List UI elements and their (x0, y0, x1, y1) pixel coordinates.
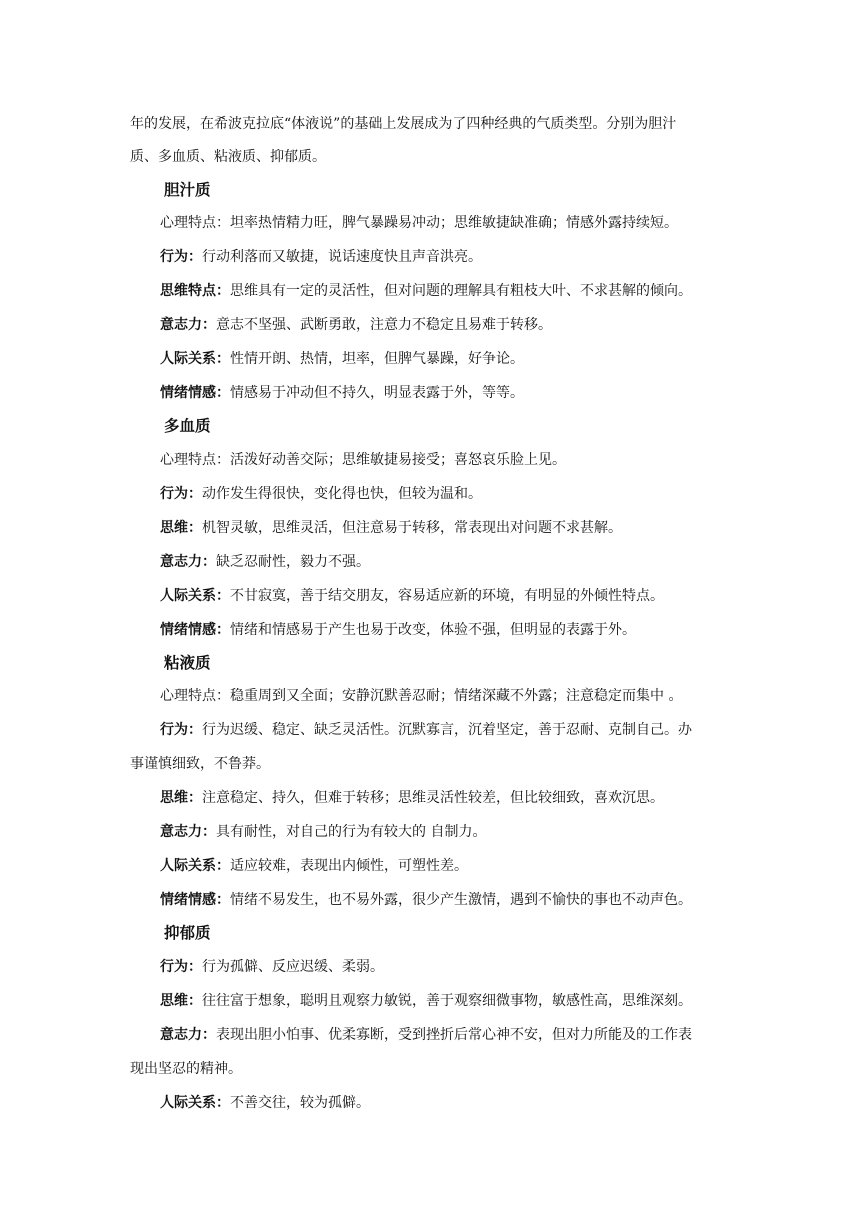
sanguine-emotion-label: 情绪情感： (160, 622, 230, 638)
sanguine-will-label: 意志力： (160, 554, 216, 570)
melancholic-thinking-label: 思维： (160, 993, 202, 1009)
melancholic-thinking (160, 994, 692, 1008)
choleric-thinking (160, 284, 692, 298)
melancholic-behavior-text: 行为孤僻、反应迟缓、柔弱。 (202, 959, 384, 975)
phlegmatic-emotion-text: 情绪不易发生，也不易外露，很少产生激情，遇到不愉快的事也不动声色。 (230, 892, 692, 908)
sanguine-behavior (160, 487, 482, 501)
phlegmatic-thinking-label: 思维： (160, 790, 202, 806)
sanguine-social-text: 不甘寂寞，善于结交朋友，容易适应新的环境，有明显的外倾性特点。 (230, 588, 664, 604)
sanguine-will (160, 555, 370, 569)
phlegmatic-emotion (160, 893, 692, 907)
choleric-psych: 心理特点：坦率热情精力旺，脾气暴躁易冲动；思维敏捷缺准确；情感外露持续短。 (160, 215, 678, 231)
choleric-emotion-text: 情感易于冲动但不持久，明显表露于外，等等。 (230, 385, 524, 401)
melancholic-social-label: 人际关系： (160, 1095, 230, 1111)
choleric-emotion-label: 情绪情感： (160, 385, 230, 401)
melancholic-will-label: 意志力： (160, 1027, 216, 1043)
heading-phlegmatic: 粘液质 (164, 654, 211, 672)
phlegmatic-thinking (160, 791, 664, 805)
phlegmatic-will-label: 意志力： (160, 824, 216, 840)
phlegmatic-psych: 心理特点：稳重周到又全面；安静沉默善忍耐；情绪深藏不外露；注意稳定而集中 。 (160, 688, 683, 704)
phlegmatic-behavior-line-2: 事谨慎细致，不鲁莽。 (130, 756, 270, 772)
sanguine-thinking (160, 521, 622, 535)
choleric-thinking-text: 思维具有一定的灵活性，但对问题的理解具有粗枝大叶、不求甚解的倾向。 (230, 283, 692, 299)
choleric-social-label: 人际关系： (160, 351, 230, 367)
phlegmatic-behavior-line-1 (160, 723, 692, 737)
sanguine-social (160, 589, 664, 603)
heading-choleric: 胆汁质 (164, 181, 211, 199)
phlegmatic-behavior-label: 行为： (160, 722, 202, 738)
melancholic-will-line-2: 现出坚忍的精神。 (130, 1061, 242, 1077)
phlegmatic-will (160, 825, 486, 839)
sanguine-psych: 心理特点：活泼好动善交际；思维敏捷易接受；喜怒哀乐脸上见。 (160, 452, 566, 468)
melancholic-social-text: 不善交往，较为孤僻。 (230, 1095, 370, 1111)
sanguine-will-text: 缺乏忍耐性，毅力不强。 (216, 554, 370, 570)
melancholic-behavior (160, 960, 384, 974)
choleric-behavior-label: 行为： (160, 249, 202, 265)
choleric-emotion (160, 386, 524, 400)
sanguine-behavior-text: 动作发生得很快，变化得也快，但较为温和。 (202, 486, 482, 502)
melancholic-will-line-1 (160, 1028, 692, 1042)
phlegmatic-emotion-label: 情绪情感： (160, 892, 230, 908)
choleric-will-label: 意志力： (160, 317, 216, 333)
sanguine-social-label: 人际关系： (160, 588, 230, 604)
phlegmatic-will-text: 具有耐性，对自己的行为有较大的 自制力。 (216, 824, 487, 840)
choleric-social-text: 性情开朗、热情，坦率，但脾气暴躁，好争论。 (230, 351, 524, 367)
choleric-behavior-text: 行动利落而又敏捷，说话速度快且声音洪亮。 (202, 249, 482, 265)
phlegmatic-thinking-text: 注意稳定、持久，但难于转移；思维灵活性较差，但比较细致，喜欢沉思。 (202, 790, 664, 806)
sanguine-thinking-text: 机智灵敏，思维灵活，但注意易于转移，常表现出对问题不求甚解。 (202, 520, 622, 536)
sanguine-emotion-text: 情绪和情感易于产生也易于改变，体验不强，但明显的表露于外。 (230, 622, 636, 638)
melancholic-behavior-label: 行为： (160, 959, 202, 975)
phlegmatic-behavior-text: 行为迟缓、稳定、缺乏灵活性。沉默寡言，沉着坚定，善于忍耐、克制自己。办 (202, 722, 692, 738)
sanguine-thinking-label: 思维： (160, 520, 202, 536)
choleric-will (160, 318, 552, 332)
choleric-social (160, 352, 524, 366)
melancholic-thinking-text: 往往富于想象，聪明且观察力敏锐，善于观察细微事物，敏感性高，思维深刻。 (202, 993, 692, 1009)
sanguine-behavior-label: 行为： (160, 486, 202, 502)
choleric-behavior (160, 250, 482, 264)
melancholic-social (160, 1096, 370, 1110)
intro-line-1: 年的发展，在希波克拉底“体液说”的基础上发展成为了四种经典的气质类型。分别为胆汁 (130, 116, 677, 132)
choleric-thinking-label: 思维特点： (160, 283, 230, 299)
phlegmatic-social (160, 859, 468, 873)
sanguine-emotion (160, 623, 636, 637)
phlegmatic-social-label: 人际关系： (160, 858, 230, 874)
choleric-will-text: 意志不坚强、武断勇敢，注意力不稳定且易难于转移。 (216, 317, 552, 333)
melancholic-will-text: 表现出胆小怕事、优柔寡断，受到挫折后常心神不安，但对力所能及的工作表 (216, 1027, 692, 1043)
phlegmatic-social-text: 适应较难，表现出内倾性，可塑性差。 (230, 858, 468, 874)
heading-melancholic: 抑郁质 (164, 924, 211, 942)
intro-line-2: 质、多血质、粘液质、抑郁质。 (130, 149, 326, 165)
heading-sanguine: 多血质 (164, 417, 211, 435)
